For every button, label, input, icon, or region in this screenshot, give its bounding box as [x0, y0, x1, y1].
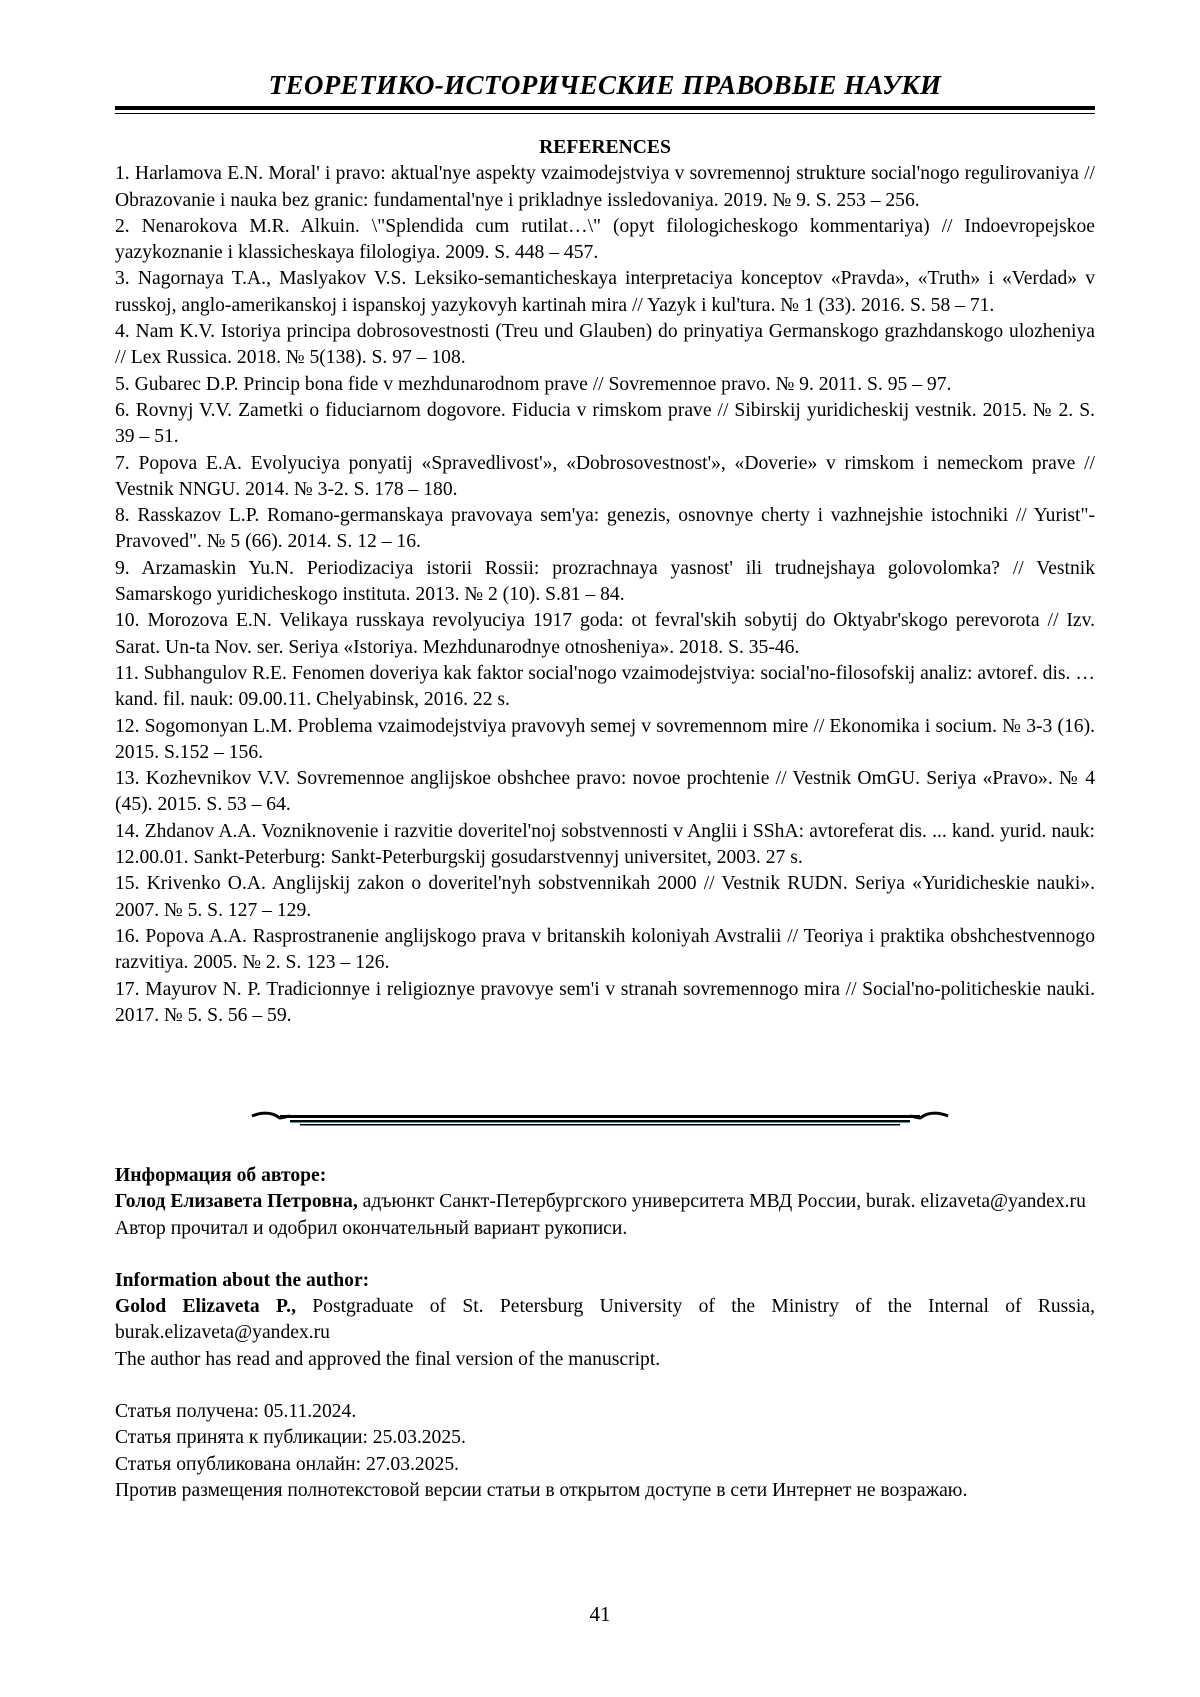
reference-item: 17. Mayurov N. P. Tradicionnye i religioznye pravovye sem'i v stranah sovremennogo mira // Social'no-politicheskie nauki. 2017. № 5. S. 56 – 59.	[115, 977, 1095, 1030]
references-title: REFERENCES	[115, 135, 1095, 161]
open-access-consent: Против размещения полнотекстовой версии статьи в открытом доступе в сети Интернет не возражаю.	[115, 1478, 1095, 1504]
author-ru-details	[115, 1189, 1095, 1215]
references-section	[115, 135, 1095, 1029]
reference-item: 11. Subhangulov R.E. Fenomen doveriya kak faktor social'nogo vzaimodejstviya: social'no-filosofskij analiz: avtoref. dis. … kand. fil. nauk: 09.00.11. Chelyabinsk, 2016. 22 s.	[115, 661, 1095, 714]
reference-item: 5. Gubarec D.P. Princip bona fide v mezhdunarodnom prave // Sovremennoe pravo. № 9. 2011. S. 95 – 97.	[115, 372, 1095, 398]
reference-item: 9. Arzamaskin Yu.N. Periodizaciya istorii Rossii: prozrachnaya yasnost' ili trudnejshaya golovolomka? // Vestnik Samarskogo yuridicheskogo instituta. 2013. № 2 (10). S.81 – 84.	[115, 556, 1095, 609]
reference-item: 10. Morozova E.N. Velikaya russkaya revolyuciya 1917 goda: ot fevral'skih sobytij do Oktyabr'skogo perevorota // Izv. Sarat. Un-ta Nov. ser. Seriya «Istoriya. Mezhdunarodnye otnosheniya». 2018. S. 35-46.	[115, 608, 1095, 661]
author-ru-heading: Информация об авторе:	[115, 1163, 1095, 1189]
accepted-date: Статья принята к публикации: 25.03.2025.	[115, 1425, 1095, 1451]
reference-item: 7. Popova E.A. Evolyuciya ponyatij «Spravedlivost'», «Dobrosovestnost'», «Doverie» v rimskom i nemeckom prave // Vestnik NNGU. 2014. № 3-2. S. 178 – 180.	[115, 451, 1095, 504]
page-number: 41	[0, 1602, 1200, 1627]
running-header: ТЕОРЕТИКО-ИСТОРИЧЕСКИЕ ПРАВОВЫЕ НАУКИ	[115, 70, 1095, 101]
author-ru-affiliation: адъюнкт Санкт-Петербургского университета МВД России, burak. elizaveta@yandex.ru	[358, 1191, 1086, 1212]
reference-item: 6. Rovnyj V.V. Zametki o fiduciarnom dogovore. Fiducia v rimskom prave // Sibirskij yuridicheskij vestnik. 2015. № 2. S. 39 – 51.	[115, 398, 1095, 451]
reference-item: 12. Sogomonyan L.M. Problema vzaimodejstviya pravovyh semej v sovremennom mire // Ekonomika i socium. № 3-3 (16). 2015. S.152 – 156.	[115, 714, 1095, 767]
author-en-affiliation: Postgraduate of St. Petersburg University of the Ministry of the Internal of Russia, burak.elizaveta@yandex.ru	[115, 1296, 1095, 1343]
reference-item: 15. Krivenko O.A. Anglijskij zakon o doveritel'nyh sobstvennikah 2000 // Vestnik RUDN. Seriya «Yuridicheskie nauki». 2007. № 5. S. 127 – 129.	[115, 871, 1095, 924]
author-en-name: Golod Elizaveta P.,	[115, 1296, 296, 1317]
ornamental-divider	[250, 1108, 950, 1130]
author-en-details	[115, 1294, 1095, 1347]
author-ru-name: Голод Елизавета Петровна,	[115, 1191, 358, 1212]
reference-item: 13. Kozhevnikov V.V. Sovremennoe anglijskoe obshchee pravo: novoe prochtenie // Vestnik OmGU. Seriya «Pravo». № 4 (45). 2015. S. 53 – 64.	[115, 766, 1095, 819]
author-en-heading: Information about the author:	[115, 1268, 1095, 1294]
author-en-approval: The author has read and approved the final version of the manuscript.	[115, 1347, 1095, 1373]
header-rule-thick	[115, 106, 1095, 110]
received-date: Статья получена: 05.11.2024.	[115, 1399, 1095, 1425]
reference-item: 8. Rasskazov L.P. Romano-germanskaya pravovaya sem'ya: genezis, osnovnye cherty i vazhnejshie istochniki // Yurist"-Pravoved". № 5 (66). 2014. S. 12 – 16.	[115, 503, 1095, 556]
reference-item: 1. Harlamova E.N. Moral' i pravo: aktual'nye aspekty vzaimodejstviya v sovremennoj strukture social'nogo regulirovaniya // Obrazovanie i nauka bez granic: fundamental'nye i prikladnye issledovaniya. 2019. № 9. S. 253 – 256.	[115, 161, 1095, 214]
published-date: Статья опубликована онлайн: 27.03.2025.	[115, 1452, 1095, 1478]
author-info	[115, 1163, 1095, 1504]
reference-item: 16. Popova A.A. Rasprostranenie anglijskogo prava v britanskih koloniyah Avstralii // Teoriya i praktika obshchestvennogo razvitiya. 2005. № 2. S. 123 – 126.	[115, 924, 1095, 977]
reference-item: 14. Zhdanov A.A. Vozniknovenie i razvitie doveritel'noj sobstvennosti v Anglii i SShA: avtoreferat dis. ... kand. yurid. nauk: 12.00.01. Sankt-Peterburg: Sankt-Peterburgskij gosudarstvennyj universitet, 2003. 27 s.	[115, 819, 1095, 872]
reference-item: 4. Nam K.V. Istoriya principa dobrosovestnosti (Treu und Glauben) do prinyatiya Germanskogo grazhdanskogo ulozheniya // Lex Russica. 2018. № 5(138). S. 97 – 108.	[115, 319, 1095, 372]
reference-item: 3. Nagornaya T.A., Maslyakov V.S. Leksiko-semanticheskaya interpretaciya konceptov «Pravda», «Truth» i «Verdad» v russkoj, anglo-amerikanskoj i ispanskoj yazykovyh kartinah mira // Yazyk i kul'tura. № 1 (33). 2016. S. 58 – 71.	[115, 266, 1095, 319]
reference-item: 2. Nenarokova M.R. Alkuin. \"Splendida cum rutilat…\" (opyt filologicheskogo kommentariya) // Indoevropejskoe yazykoznanie i klassicheskaya filologiya. 2009. S. 448 – 457.	[115, 214, 1095, 267]
header-rule-thin	[115, 113, 1095, 114]
author-ru-approval: Автор прочитал и одобрил окончательный вариант рукописи.	[115, 1216, 1095, 1242]
